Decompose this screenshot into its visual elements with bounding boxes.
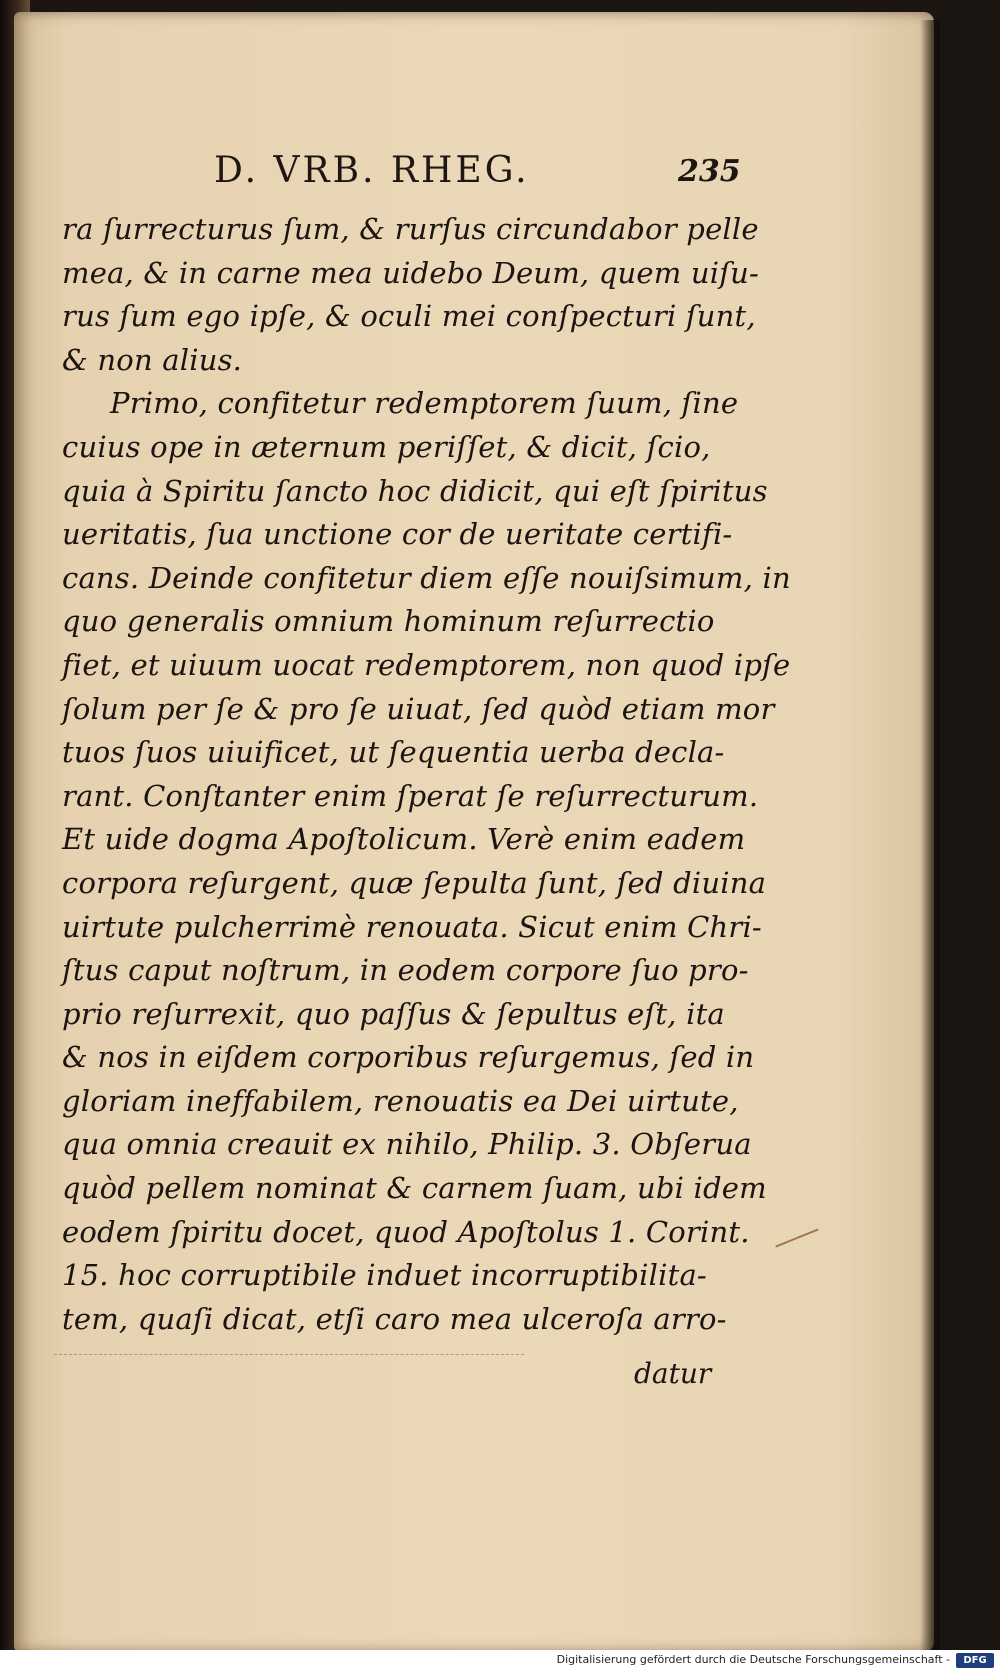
digitization-footer bbox=[0, 1650, 1000, 1672]
text-line: gloriam ineffabilem, renouatis ea Dei uirtute, bbox=[62, 1083, 739, 1118]
text-line: Primo, confitetur redemptorem ſuum, ſine bbox=[110, 386, 739, 421]
footer-credit: Digitalisierung gefördert durch die Deutsche Forschungsgemeinschaft - bbox=[556, 1653, 950, 1666]
text-line: tem, quaſi dicat, etſi caro mea ulceroſa arro- bbox=[62, 1301, 727, 1336]
text-line: quòd pellem nominat & carnem ſuam, ubi idem bbox=[62, 1171, 767, 1206]
text-line: eodem ſpiritu docet, quod Apoſtolus 1. Corint. bbox=[62, 1214, 750, 1249]
body-text bbox=[62, 208, 791, 1341]
text-line: & nos in eiſdem corporibus reſurgemus, ſed in bbox=[62, 1040, 755, 1075]
text-line: cans. Deinde confitetur diem eſſe nouiſsimum, in bbox=[62, 560, 791, 595]
catchword: datur bbox=[634, 1357, 712, 1390]
text-line: ra ſurrecturus ſum, & rurſus circundabor pelle bbox=[62, 212, 759, 246]
text-line: rant. Conſtanter enim ſperat ſe reſurrecturum. bbox=[62, 778, 759, 813]
running-head bbox=[14, 142, 934, 202]
text-line: cuius ope in æternum periſſet, & dicit, ſcio, bbox=[62, 429, 711, 464]
text-line: tuos ſuos uiuificet, ut ſequentia uerba decla- bbox=[62, 735, 725, 770]
text-line: rus ſum ego ipſe, & oculi mei conſpecturi ſunt, bbox=[62, 299, 756, 334]
dfg-logo: DFG bbox=[956, 1653, 994, 1668]
text-line: qua omnia creauit ex nihilo, Philip. 3. Obſerua bbox=[62, 1127, 752, 1162]
text-line: corpora reſurgent, quæ ſepulta ſunt, ſed diuina bbox=[62, 865, 767, 900]
page-edge-shadow bbox=[920, 20, 940, 1650]
text-line: prio reſurrexit, quo paſſus & ſepultus eſt, ita bbox=[62, 996, 725, 1031]
text-line: quia à Spiritu ſancto hoc didicit, qui eſt ſpiritus bbox=[62, 473, 768, 508]
book-page bbox=[14, 12, 934, 1652]
text-line: & non alius. bbox=[62, 342, 243, 377]
text-line: mea, & in carne mea uidebo Deum, quem uiſu- bbox=[62, 255, 760, 290]
page-bottom-rule bbox=[54, 1354, 524, 1355]
running-head-title: D. VRB. RHEG. bbox=[214, 150, 530, 191]
text-line: ueritatis, ſua unctione cor de ueritate certifi- bbox=[62, 517, 733, 552]
text-line: 15. hoc corruptibile induet incorruptibilita- bbox=[62, 1258, 707, 1293]
text-line: Et uide dogma Apoſtolicum. Verè enim eadem bbox=[62, 822, 746, 857]
page-number: 235 bbox=[678, 154, 741, 189]
margin-pencil-mark bbox=[775, 1228, 818, 1247]
text-line: quo generalis omnium hominum reſurrectio bbox=[62, 604, 715, 639]
text-line: ſolum per ſe & pro ſe uiuat, ſed quòd etiam mor bbox=[62, 691, 775, 726]
text-line: ſtus caput noſtrum, in eodem corpore ſuo pro- bbox=[62, 953, 749, 988]
text-line: fiet, et uiuum uocat redemptorem, non quod ipſe bbox=[62, 647, 791, 682]
text-line: uirtute pulcherrimè renouata. Sicut enim Chri- bbox=[62, 909, 762, 944]
